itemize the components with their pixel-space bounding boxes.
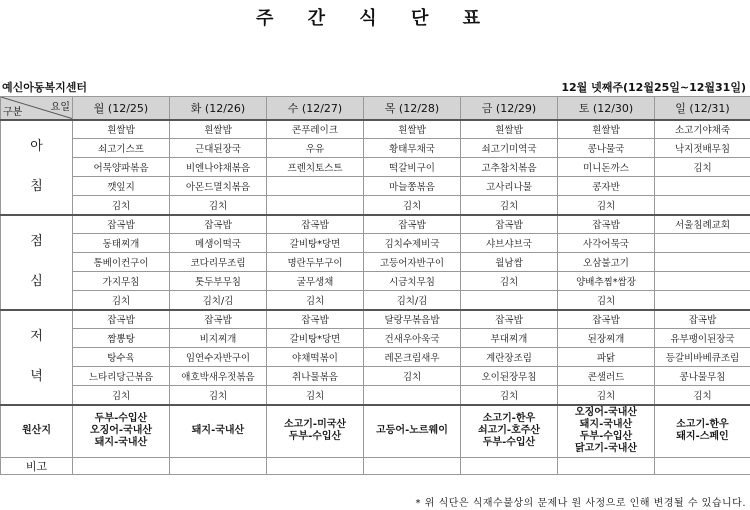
origin-line: 돼지-스페인 [676, 431, 729, 443]
menu-item: 톳두부무침 [170, 272, 267, 291]
menu-item: 취나물볶음 [267, 367, 364, 386]
menu-item: 황태무채국 [364, 139, 461, 158]
menu-item [655, 234, 750, 253]
menu-item: 우유 [267, 139, 364, 158]
day-header: 금 (12/29) [461, 97, 558, 120]
origin-cell [267, 405, 364, 458]
menu-item: 가지무침 [73, 272, 170, 291]
menu-item: 잡곡밥 [461, 215, 558, 234]
menu-item: 콘푸레이크 [267, 120, 364, 139]
menu-row [1, 367, 750, 386]
menu-item: 콩자반 [558, 177, 655, 196]
menu-item: 흰쌀밥 [461, 120, 558, 139]
origin-line: 고등어-노르웨이 [376, 425, 448, 437]
menu-item: 고추참치볶음 [461, 158, 558, 177]
menu-item: 어묵양파볶음 [73, 158, 170, 177]
meal-label-char: 침 [30, 179, 43, 194]
note-cell [461, 458, 558, 475]
menu-item: 느타리당근볶음 [73, 367, 170, 386]
meal-label [1, 120, 73, 215]
menu-item: 짬뽕탕 [73, 329, 170, 348]
menu-item: 등갈비바베큐조림 [655, 348, 750, 367]
menu-item: 김치 [558, 386, 655, 405]
day-header: 월 (12/25) [73, 97, 170, 120]
menu-item: 김치 [73, 386, 170, 405]
menu-item [655, 253, 750, 272]
corner-cell [1, 97, 73, 120]
menu-item: 흰쌀밥 [364, 120, 461, 139]
meal-label [1, 215, 73, 310]
meal-label [1, 310, 73, 405]
menu-item: 서울침례교회 [655, 215, 750, 234]
origin-line: 닭고기-국내산 [574, 443, 638, 455]
origin-cell [461, 405, 558, 458]
menu-item [267, 196, 364, 215]
menu-item: 비엔나야채볶음 [170, 158, 267, 177]
origin-line: 돼지-국내산 [579, 419, 633, 431]
origin-cell [73, 405, 170, 458]
menu-item: 프렌치토스트 [267, 158, 364, 177]
menu-item: 잡곡밥 [558, 310, 655, 329]
note-cell [558, 458, 655, 475]
menu-row [1, 348, 750, 367]
menu-item: 김치 [170, 196, 267, 215]
meal-label-char: 심 [30, 274, 43, 289]
menu-item: 콩나물무침 [655, 367, 750, 386]
menu-item: 김치 [558, 291, 655, 310]
menu-item: 흰쌀밥 [170, 120, 267, 139]
meal-label-char: 녁 [30, 369, 43, 384]
menu-row [1, 253, 750, 272]
menu-item: 떡갈비구이 [364, 158, 461, 177]
menu-item: 유부팽이된장국 [655, 329, 750, 348]
page-title: 주 간 식 단 표 [255, 8, 494, 29]
menu-item: 사각어묵국 [558, 234, 655, 253]
menu-item: 미니돈까스 [558, 158, 655, 177]
menu-row [1, 158, 750, 177]
menu-item: 건새우아욱국 [364, 329, 461, 348]
menu-item: 김치 [461, 272, 558, 291]
origin-line: 두부-수입산 [94, 413, 148, 425]
menu-item: 달랑무볶음밥 [364, 310, 461, 329]
menu-row [1, 215, 750, 234]
menu-item [655, 196, 750, 215]
menu-item [655, 291, 750, 310]
menu-item: 잡곡밥 [73, 310, 170, 329]
meal-label-char: 아 [30, 139, 43, 154]
menu-item: 통베이컨구이 [73, 253, 170, 272]
menu-item: 잡곡밥 [461, 310, 558, 329]
menu-item: 임연수자반구이 [170, 348, 267, 367]
menu-item: 소고기야채죽 [655, 120, 750, 139]
organization-name: 예신아동복지센터 [2, 81, 88, 94]
menu-item: 김치 [170, 386, 267, 405]
menu-row [1, 329, 750, 348]
menu-item: 시금치무침 [364, 272, 461, 291]
origin-cell [558, 405, 655, 458]
note-cell [170, 458, 267, 475]
origin-line: 오징어-국내산 [89, 425, 153, 437]
day-header: 토 (12/30) [558, 97, 655, 120]
origin-line: 쇠고기-호주산 [477, 425, 541, 437]
menu-item: 고사리나물 [461, 177, 558, 196]
meal-label-char: 저 [30, 329, 43, 344]
origin-line: 돼지-국내산 [191, 425, 245, 437]
day-header-row [1, 97, 750, 120]
origin-line: 소고기-한우 [676, 419, 729, 431]
menu-item: 비지찌개 [170, 329, 267, 348]
menu-row [1, 310, 750, 329]
note-cell [364, 458, 461, 475]
menu-item: 고등어자반구이 [364, 253, 461, 272]
menu-item [364, 386, 461, 405]
menu-item: 잡곡밥 [267, 310, 364, 329]
menu-row [1, 139, 750, 158]
origin-label: 원산지 [1, 405, 73, 458]
menu-item: 김치 [73, 291, 170, 310]
origin-line: 두부-수입산 [288, 431, 342, 443]
menu-item: 낙지젓배무침 [655, 139, 750, 158]
day-header: 목 (12/28) [364, 97, 461, 120]
menu-item: 잡곡밥 [655, 310, 750, 329]
menu-item: 오이된장무침 [461, 367, 558, 386]
menu-item: 야채떡볶이 [267, 348, 364, 367]
menu-item: 굴무생채 [267, 272, 364, 291]
origin-line: 두부-수입산 [482, 437, 536, 449]
menu-item: 김치 [364, 196, 461, 215]
menu-item: 흰쌀밥 [558, 120, 655, 139]
menu-item: 동태찌개 [73, 234, 170, 253]
note-row [1, 458, 750, 475]
menu-item: 월남쌈 [461, 253, 558, 272]
menu-item: 김치수제비국 [364, 234, 461, 253]
menu-item: 김치 [655, 158, 750, 177]
menu-item: 근대된장국 [170, 139, 267, 158]
menu-item: 마늘쫑볶음 [364, 177, 461, 196]
menu-item: 명란두부구이 [267, 253, 364, 272]
menu-item [461, 291, 558, 310]
menu-row [1, 386, 750, 405]
menu-row [1, 177, 750, 196]
menu-item: 부대찌개 [461, 329, 558, 348]
origin-line: 두부-수입산 [579, 431, 633, 443]
menu-item: 쇠고기미역국 [461, 139, 558, 158]
menu-item: 김치 [364, 367, 461, 386]
menu-row [1, 120, 750, 139]
menu-item: 김치 [73, 196, 170, 215]
menu-item: 계란장조림 [461, 348, 558, 367]
menu-item [267, 177, 364, 196]
menu-item: 잡곡밥 [558, 215, 655, 234]
menu-row [1, 234, 750, 253]
menu-item: 김치 [655, 386, 750, 405]
origin-cell [655, 405, 750, 458]
day-header: 화 (12/26) [170, 97, 267, 120]
menu-item: 깻잎지 [73, 177, 170, 196]
menu-item: 쇠고기스프 [73, 139, 170, 158]
menu-item: 레몬크림새우 [364, 348, 461, 367]
note-label: 비고 [1, 458, 73, 475]
corner-label-category: 구분 [3, 106, 23, 118]
origin-line: 소고기-한우 [482, 413, 536, 425]
note-cell [73, 458, 170, 475]
menu-item: 김치 [461, 386, 558, 405]
origin-cell [364, 405, 461, 458]
note-cell [655, 458, 750, 475]
menu-item: 김치 [461, 196, 558, 215]
menu-item: 오삼불고기 [558, 253, 655, 272]
corner-label-day: 요일 [50, 102, 70, 113]
origin-line: 돼지-국내산 [94, 437, 148, 449]
menu-item: 콘샐러드 [558, 367, 655, 386]
footnote: * 위 식단은 식재수불상의 문제나 원 사정으로 인해 변경될 수 있습니다. [415, 498, 746, 509]
menu-item: 샤브샤브국 [461, 234, 558, 253]
menu-item: 잡곡밥 [170, 215, 267, 234]
menu-item [655, 177, 750, 196]
menu-item [655, 272, 750, 291]
weekly-menu-table [0, 96, 750, 475]
origin-line: 소고기-미국산 [283, 419, 347, 431]
menu-item: 아몬드멸치볶음 [170, 177, 267, 196]
menu-row [1, 196, 750, 215]
menu-item: 김치/김 [170, 291, 267, 310]
day-header: 수 (12/27) [267, 97, 364, 120]
menu-item: 파닭 [558, 348, 655, 367]
menu-item: 잡곡밥 [364, 215, 461, 234]
menu-row [1, 272, 750, 291]
menu-item: 갈비탕*당면 [267, 234, 364, 253]
menu-item: 김치 [558, 196, 655, 215]
menu-item: 잡곡밥 [73, 215, 170, 234]
meal-label-char: 점 [30, 234, 43, 249]
menu-item: 양배추찜*쌈장 [558, 272, 655, 291]
menu-row [1, 291, 750, 310]
day-header: 일 (12/31) [655, 97, 750, 120]
menu-table-body [1, 97, 750, 475]
menu-item: 흰쌀밥 [73, 120, 170, 139]
week-range: 12월 넷째주(12월25일~12월31일) [561, 81, 746, 94]
menu-item: 애호박새우젓볶음 [170, 367, 267, 386]
menu-item: 잡곡밥 [267, 215, 364, 234]
menu-item: 콩나물국 [558, 139, 655, 158]
menu-item: 탕수육 [73, 348, 170, 367]
menu-item: 된장찌개 [558, 329, 655, 348]
menu-item: 코다리무조림 [170, 253, 267, 272]
menu-item: 갈비탕*당면 [267, 329, 364, 348]
origin-line: 오징어-국내산 [574, 407, 638, 419]
origin-cell [170, 405, 267, 458]
menu-item: 김치/김 [364, 291, 461, 310]
menu-item: 잡곡밥 [170, 310, 267, 329]
origin-row [1, 405, 750, 458]
note-cell [267, 458, 364, 475]
menu-item: 김치 [267, 386, 364, 405]
menu-item: 김치 [267, 291, 364, 310]
menu-item: 메생이떡국 [170, 234, 267, 253]
